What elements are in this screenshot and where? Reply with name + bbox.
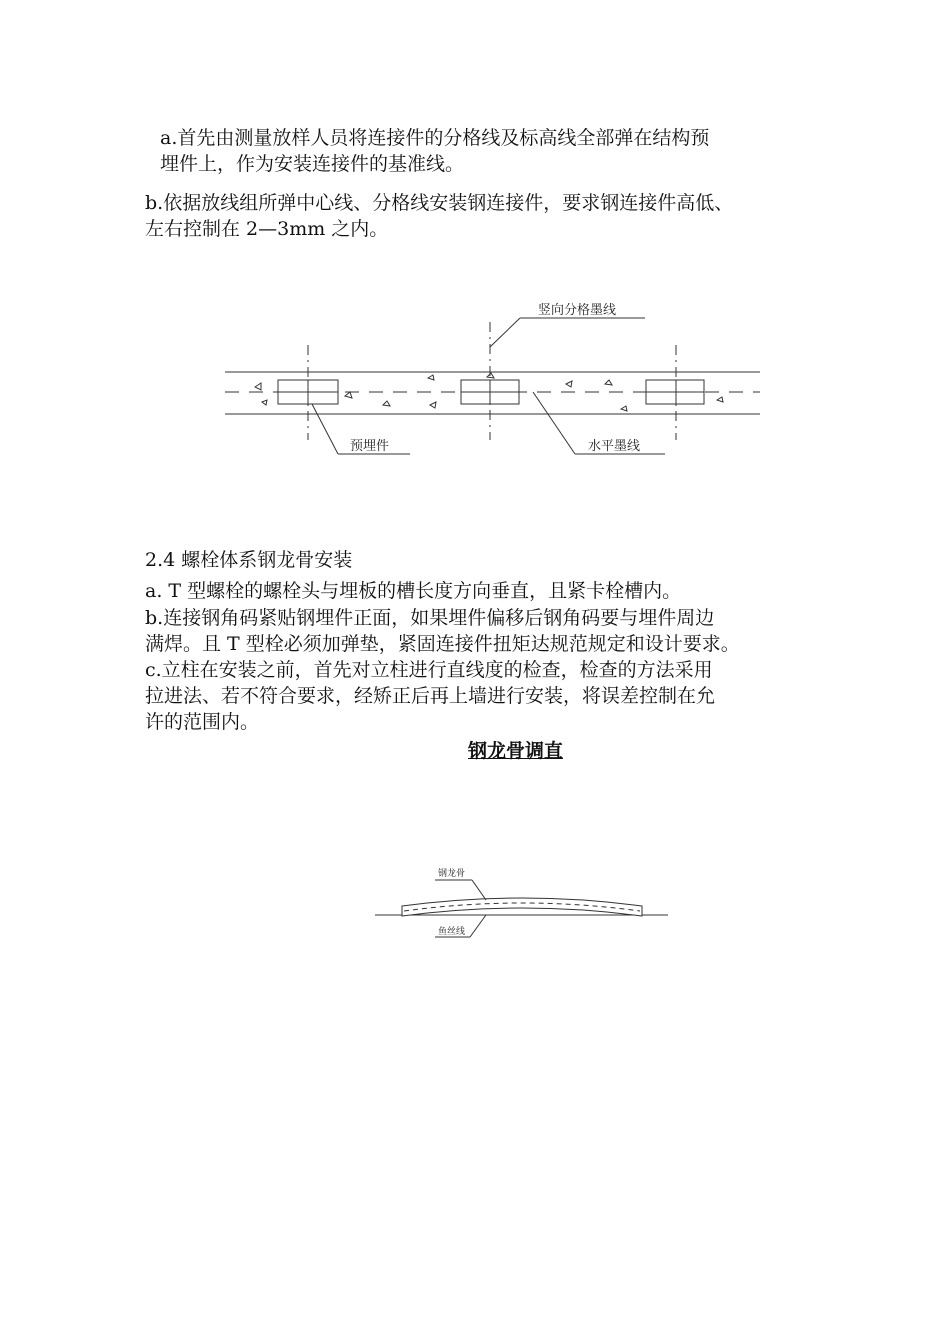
item-a: a. T 型螺栓的螺栓头与埋板的槽长度方向垂直，且紧卡栓槽内。 [145,580,682,602]
para-b-line2: 左右控制在 2—3mm 之内。 [145,218,389,240]
item-b-line2: 满焊。且 T 型栓必须加弹垫，紧固连接件扭矩达规范规定和设计要求。 [145,633,740,655]
leader-line-label [470,915,486,937]
keel-label: 钢龙骨 [438,869,466,879]
item-c-line3: 许的范围内。 [145,711,260,733]
fishing-line-label: 鱼丝线 [438,927,466,937]
para-a-line1: a.首先由测量放样人员将连接件的分格线及标高线全部弹在结构预 [160,127,710,149]
item-c-line1: c.立柱在安装之前，首先对立柱进行直线度的检查，检查的方法采用 [145,659,713,681]
item-c-line2: 拉进法、若不符合要求，经矫正后再上墙进行安装，将误差控制在允 [145,685,716,707]
vertical-ink-label: 竖向分格墨线 [538,303,617,318]
leader-keel-label [472,880,486,900]
item-b-line1: b.连接钢角码紧贴钢埋件正面，如果埋件偏移后钢角码要与埋件周边 [145,607,715,629]
para-a-line2: 埋件上，作为安装连接件的基准线。 [160,153,465,175]
para-b-line1: b.依据放线组所弹中心线、分格线安装钢连接件，要求钢连接件高低、 [145,192,734,214]
horizontal-ink-label: 水平墨线 [588,439,641,454]
diagram2-title: 钢龙骨调直 [468,740,564,762]
embedded-part-label: 预埋件 [350,439,390,454]
section-title: 2.4 螺栓体系钢龙骨安装 [145,549,353,571]
